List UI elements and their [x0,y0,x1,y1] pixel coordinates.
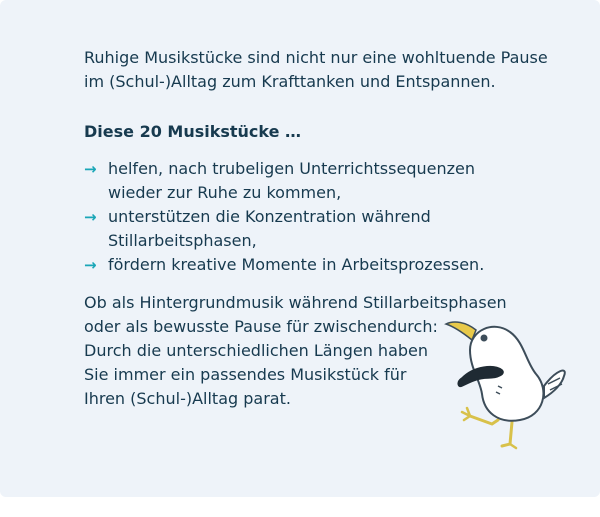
list-item-line-1: fördern kreative Momente in Arbeitsprozessen. [108,255,485,274]
outro-line-5: Ihren (Schul-)Alltag parat. [84,389,291,408]
list-item-line-2: wieder zur Ruhe zu kommen, [108,183,342,202]
outro-line-1: Ob als Hintergrundmusik während Stillarbeitsphasen [84,293,507,312]
intro-line-1: Ruhige Musikstücke sind nicht nur eine wohltuende Pause [84,48,548,67]
outro-line-4: Sie immer ein passendes Musikstück für [84,365,407,384]
list-item-line-1: helfen, nach trubeligen Unterrichtssequenzen [108,159,475,178]
list-item-line-2: Stillarbeitsphasen, [108,231,257,250]
outro-line-2: oder als bewusste Pause für zwischendurch: [84,317,438,336]
intro-paragraph [84,46,554,94]
section-heading: Diese 20 Musikstücke … [84,122,302,141]
list-item [84,253,554,277]
list-item-line-1: unterstützen die Konzentration während [108,207,431,226]
arrow-right-icon: → [84,208,97,226]
outro-line-3: Durch die unterschiedlichen Längen haben [84,341,429,360]
list-item [84,157,554,205]
benefits-list [84,157,554,277]
arrow-right-icon: → [84,256,97,274]
arrow-right-icon: → [84,160,97,178]
list-item [84,205,554,253]
seagull-illustration [440,312,580,457]
intro-line-2: im (Schul-)Alltag zum Krafttanken und Entspannen. [84,72,496,91]
